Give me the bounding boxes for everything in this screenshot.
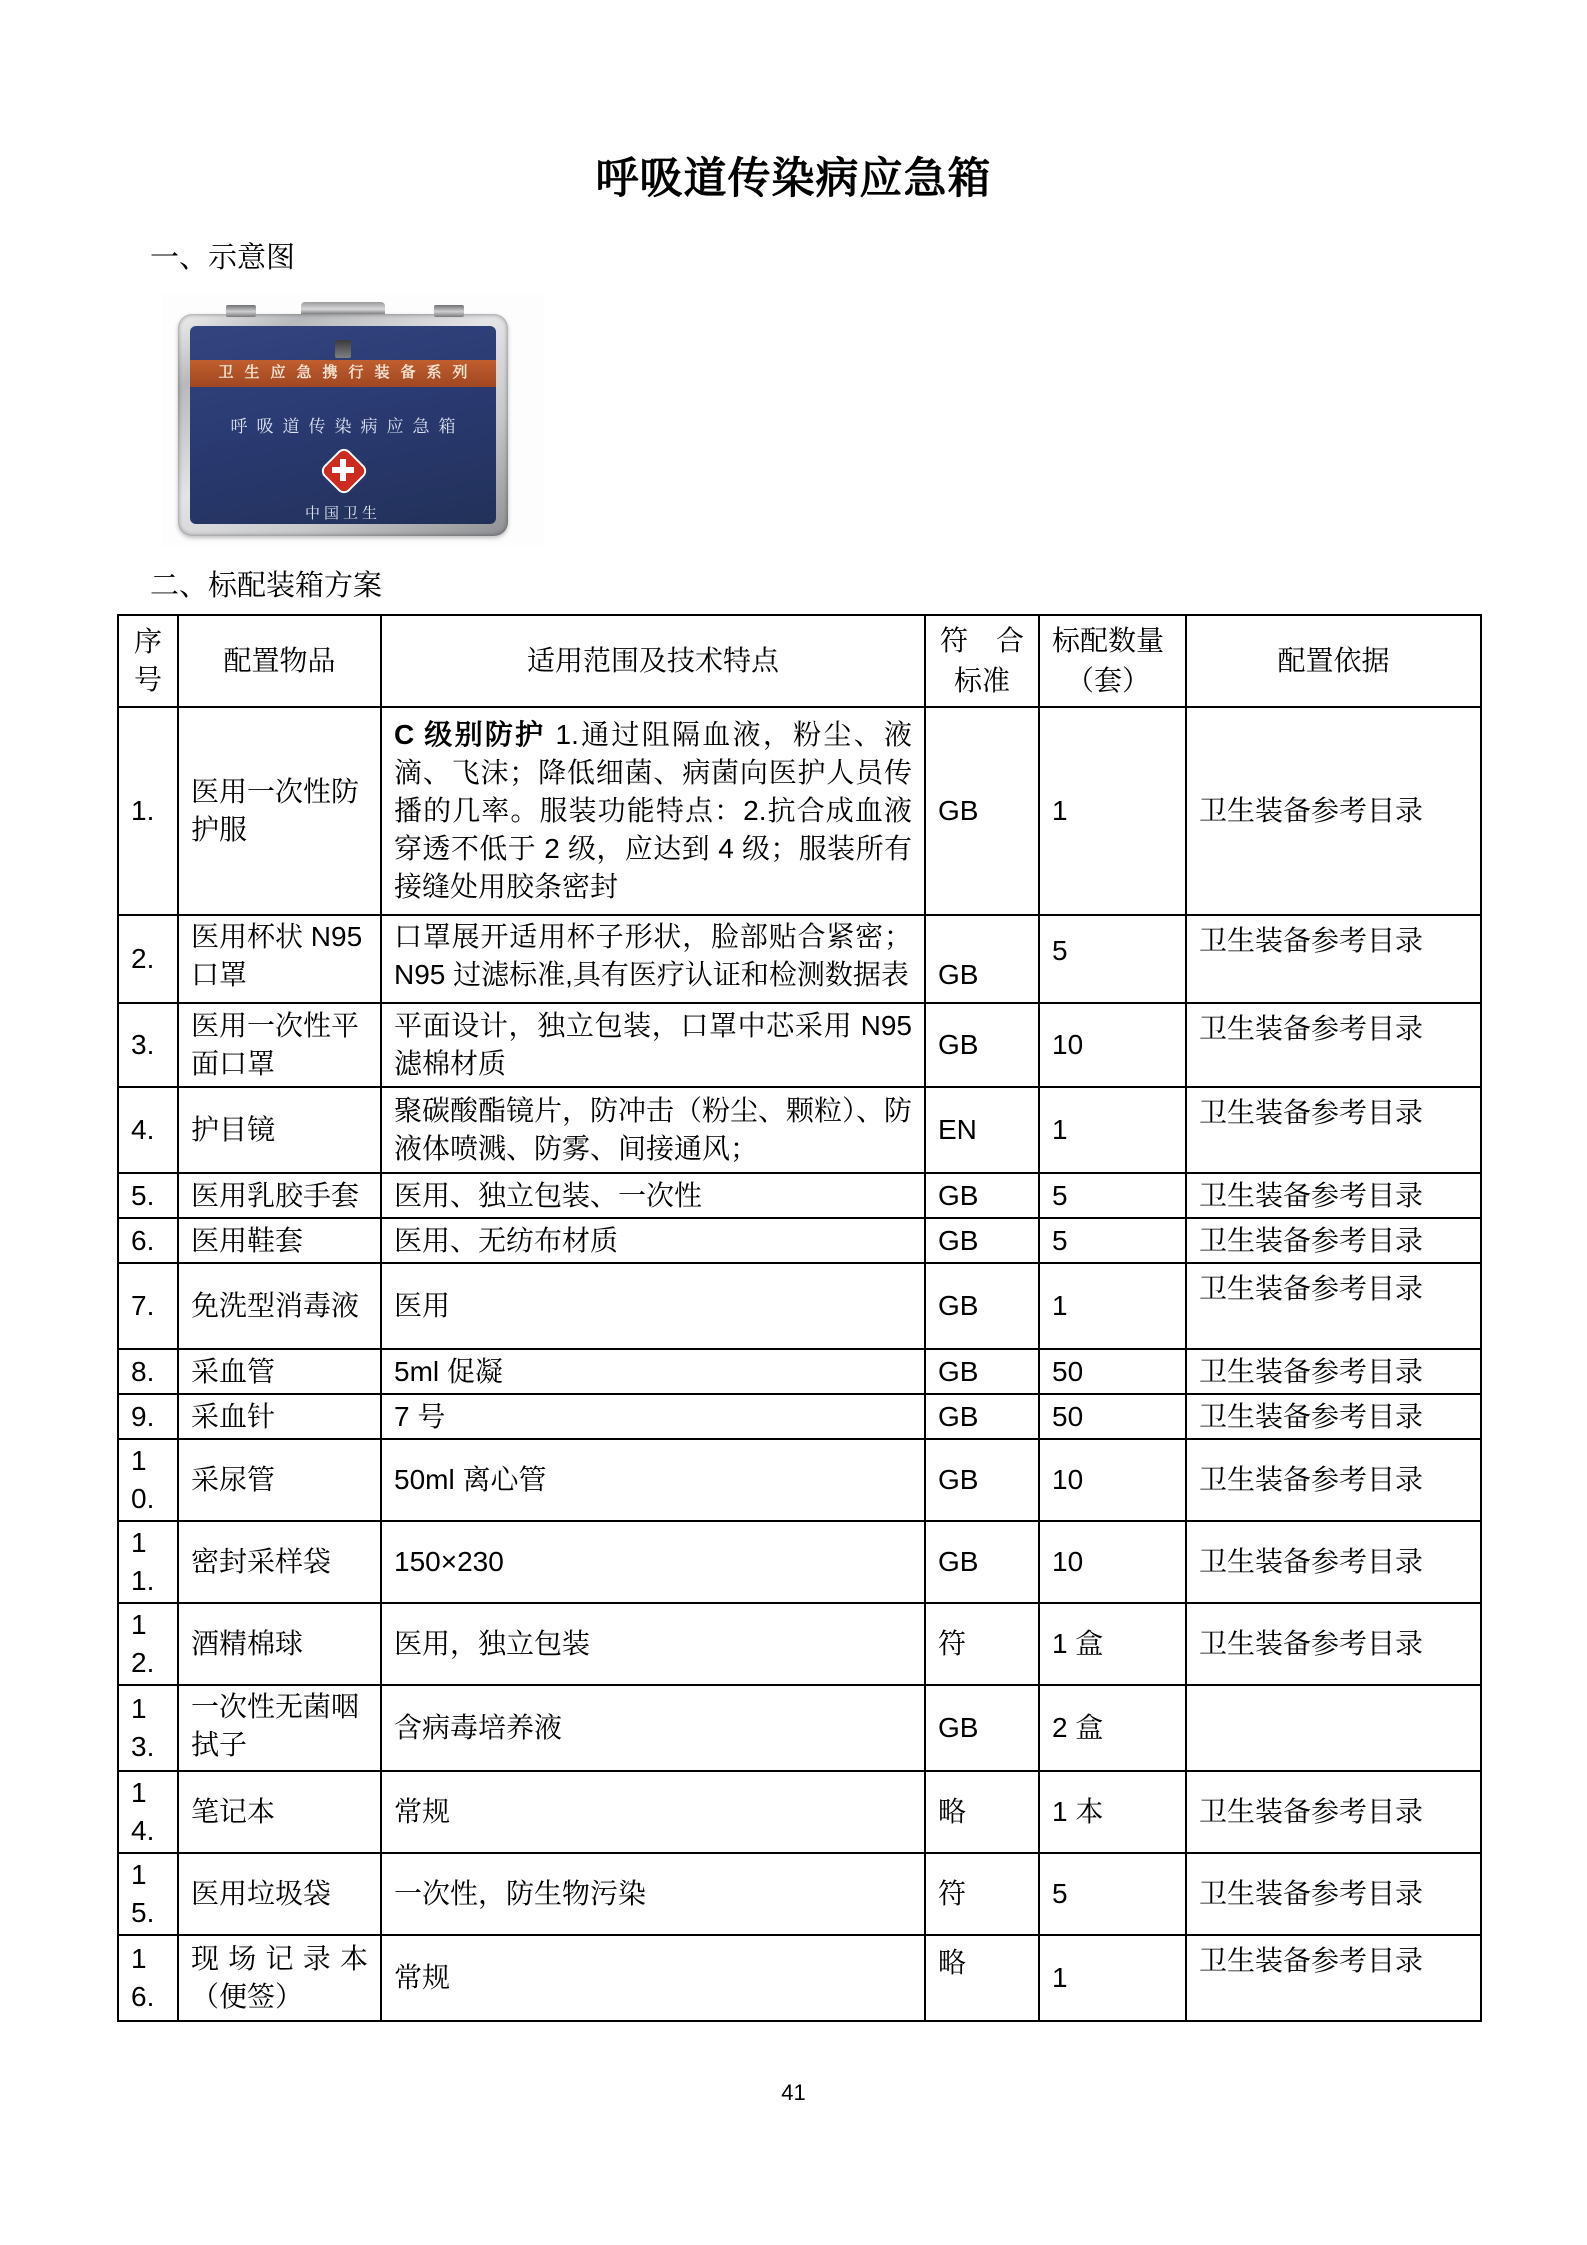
table-row (118, 1935, 1481, 2021)
cell-qty: 10 (1039, 1003, 1186, 1087)
cell-standard: 符 (925, 1853, 1039, 1935)
cell-item: 医用一次性防护服 (178, 707, 381, 915)
cell-no: 8. (118, 1349, 178, 1394)
case-handle (301, 302, 385, 314)
cell-no: 6. (118, 1218, 178, 1263)
table-row (118, 1349, 1481, 1394)
cell-qty: 50 (1039, 1394, 1186, 1439)
cell-qty: 1 (1039, 1263, 1186, 1349)
table-row (118, 1173, 1481, 1218)
header-item: 配置物品 (178, 615, 381, 707)
page-number: 41 (781, 2080, 806, 2105)
cell-desc: 50ml 离心管 (381, 1439, 925, 1521)
header-standard: 符 合 标准 (925, 615, 1039, 707)
cell-item: 医用鞋套 (178, 1218, 381, 1263)
case-latch-right (434, 305, 464, 317)
cell-no: 4. (118, 1087, 178, 1173)
cell-qty: 5 (1039, 1218, 1186, 1263)
cell-standard: GB (925, 1173, 1039, 1218)
cell-item: 医用垃圾袋 (178, 1853, 381, 1935)
table-row (118, 707, 1481, 915)
cell-qty: 5 (1039, 1173, 1186, 1218)
cell-qty: 10 (1039, 1439, 1186, 1521)
cell-basis: 卫生装备参考目录 (1186, 707, 1481, 915)
table-row (118, 1603, 1481, 1685)
cell-no: 3. (118, 1003, 178, 1087)
cell-no: 15. (118, 1853, 178, 1935)
table-row (118, 1439, 1481, 1521)
packing-table (117, 614, 1482, 2022)
aluminum-case (178, 314, 508, 536)
case-latch-left (226, 305, 256, 317)
cell-desc: 7 号 (381, 1394, 925, 1439)
cell-no: 11. (118, 1521, 178, 1603)
red-cross-logo-icon (321, 448, 365, 492)
cell-basis: 卫生装备参考目录 (1186, 1087, 1481, 1173)
cell-basis: 卫生装备参考目录 (1186, 1439, 1481, 1521)
cell-item: 医用一次性平面口罩 (178, 1003, 381, 1087)
cell-no: 14. (118, 1771, 178, 1853)
cell-basis (1186, 1685, 1481, 1771)
cell-item: 采尿管 (178, 1439, 381, 1521)
cell-qty: 1 (1039, 1935, 1186, 2021)
cell-desc: 5ml 促凝 (381, 1349, 925, 1394)
cell-standard: GB (925, 1685, 1039, 1771)
cell-no: 7. (118, 1263, 178, 1349)
cell-basis: 卫生装备参考目录 (1186, 1003, 1481, 1087)
table-row (118, 1218, 1481, 1263)
cell-basis: 卫生装备参考目录 (1186, 1521, 1481, 1603)
case-clasp (335, 340, 351, 358)
table-row (118, 1853, 1481, 1935)
cell-basis: 卫生装备参考目录 (1186, 1853, 1481, 1935)
cell-standard: GB (925, 915, 1039, 1003)
cell-item: 笔记本 (178, 1771, 381, 1853)
cell-basis: 卫生装备参考目录 (1186, 1603, 1481, 1685)
cell-no: 12. (118, 1603, 178, 1685)
table-header-row (118, 615, 1481, 707)
cell-no: 16. (118, 1935, 178, 2021)
cell-qty: 1 本 (1039, 1771, 1186, 1853)
table-row (118, 1003, 1481, 1087)
cell-desc: 常规 (381, 1935, 925, 2021)
table-row (118, 915, 1481, 1003)
cell-qty: 2 盒 (1039, 1685, 1186, 1771)
cell-qty: 5 (1039, 915, 1186, 1003)
cell-standard: GB (925, 1003, 1039, 1087)
kit-photo (162, 294, 544, 546)
cell-no: 10. (118, 1439, 178, 1521)
header-desc: 适用范围及技术特点 (381, 615, 925, 707)
cell-qty: 10 (1039, 1521, 1186, 1603)
cell-standard: GB (925, 1439, 1039, 1521)
cell-item: 酒精棉球 (178, 1603, 381, 1685)
brand-text: 中国卫生 (304, 506, 381, 522)
table-row (118, 1771, 1481, 1853)
cell-desc: 平面设计，独立包装，口罩中芯采用 N95 滤棉材质 (381, 1003, 925, 1087)
cell-no: 1. (118, 707, 178, 915)
cell-basis: 卫生装备参考目录 (1186, 1349, 1481, 1394)
cell-item: 密封采样袋 (178, 1521, 381, 1603)
cell-standard: GB (925, 1521, 1039, 1603)
cell-basis: 卫生装备参考目录 (1186, 1173, 1481, 1218)
cell-item: 医用杯状 N95 口罩 (178, 915, 381, 1003)
cell-desc: 常规 (381, 1771, 925, 1853)
table-row (118, 1087, 1481, 1173)
cell-desc: 医用 (381, 1263, 925, 1349)
cell-item: 一次性无菌咽拭子 (178, 1685, 381, 1771)
cell-standard: 符 (925, 1603, 1039, 1685)
header-basis: 配置依据 (1186, 615, 1481, 707)
cell-item: 现场记录本（便签） (178, 1935, 381, 2021)
table-row (118, 1521, 1481, 1603)
cell-desc: 医用、独立包装、一次性 (381, 1173, 925, 1218)
cell-standard: GB (925, 1394, 1039, 1439)
cell-standard: GB (925, 707, 1039, 915)
cell-standard: GB (925, 1263, 1039, 1349)
cell-item: 采血管 (178, 1349, 381, 1394)
section-heading-packing-plan: 二、标配装箱方案 (150, 570, 383, 602)
cell-qty: 1 盒 (1039, 1603, 1186, 1685)
table-row (118, 1685, 1481, 1771)
cell-desc: 口罩展开适用杯子形状，脸部贴合紧密；N95 过滤标准,具有医疗认证和检测数据表 (381, 915, 925, 1003)
cell-basis: 卫生装备参考目录 (1186, 1218, 1481, 1263)
logo-cross (332, 467, 354, 473)
header-qty: 标配数量 （套） (1039, 615, 1186, 707)
header-no: 序号 (118, 615, 178, 707)
cell-basis: 卫生装备参考目录 (1186, 1263, 1481, 1349)
table-row (118, 1394, 1481, 1439)
cell-qty: 50 (1039, 1349, 1186, 1394)
cell-qty: 1 (1039, 1087, 1186, 1173)
cell-basis: 卫生装备参考目录 (1186, 1935, 1481, 2021)
page-title: 呼吸道传染病应急箱 (595, 156, 992, 203)
cell-basis: 卫生装备参考目录 (1186, 915, 1481, 1003)
case-front-panel (190, 326, 496, 524)
cell-no: 13. (118, 1685, 178, 1771)
cell-no: 9. (118, 1394, 178, 1439)
case-title-text: 呼吸道传染病应急箱 (230, 417, 465, 436)
cell-desc: C 级别防护 1.通过阻隔血液，粉尘、液滴、飞沫；降低细菌、病菌向医护人员传播的几率。服装功能特点：2.抗合成血液穿透不低于 2 级，应达到 4 级；服装所有接缝处用胶条密封 (381, 707, 925, 915)
cell-no: 5. (118, 1173, 178, 1218)
case-banner-text: 卫生应急携行装备系列 (190, 360, 496, 387)
cell-basis: 卫生装备参考目录 (1186, 1394, 1481, 1439)
cell-basis: 卫生装备参考目录 (1186, 1771, 1481, 1853)
cell-desc: 150×230 (381, 1521, 925, 1603)
cell-no: 2. (118, 915, 178, 1003)
cell-desc: 医用、无纺布材质 (381, 1218, 925, 1263)
cell-desc: 一次性，防生物污染 (381, 1853, 925, 1935)
cell-item: 护目镜 (178, 1087, 381, 1173)
cell-qty: 5 (1039, 1853, 1186, 1935)
cell-standard: 略 (925, 1935, 1039, 2021)
cell-item: 免洗型消毒液 (178, 1263, 381, 1349)
table-row (118, 1263, 1481, 1349)
cell-standard: GB (925, 1218, 1039, 1263)
cell-item: 医用乳胶手套 (178, 1173, 381, 1218)
cell-standard: 略 (925, 1771, 1039, 1853)
cell-item: 采血针 (178, 1394, 381, 1439)
cell-desc: 聚碳酸酯镜片，防冲击（粉尘、颗粒）、防液体喷溅、防雾、间接通风； (381, 1087, 925, 1173)
cell-standard: EN (925, 1087, 1039, 1173)
cell-standard: GB (925, 1349, 1039, 1394)
section-heading-diagram: 一、示意图 (150, 242, 296, 274)
cell-desc: 医用，独立包装 (381, 1603, 925, 1685)
cell-qty: 1 (1039, 707, 1186, 915)
cell-desc: 含病毒培养液 (381, 1685, 925, 1771)
